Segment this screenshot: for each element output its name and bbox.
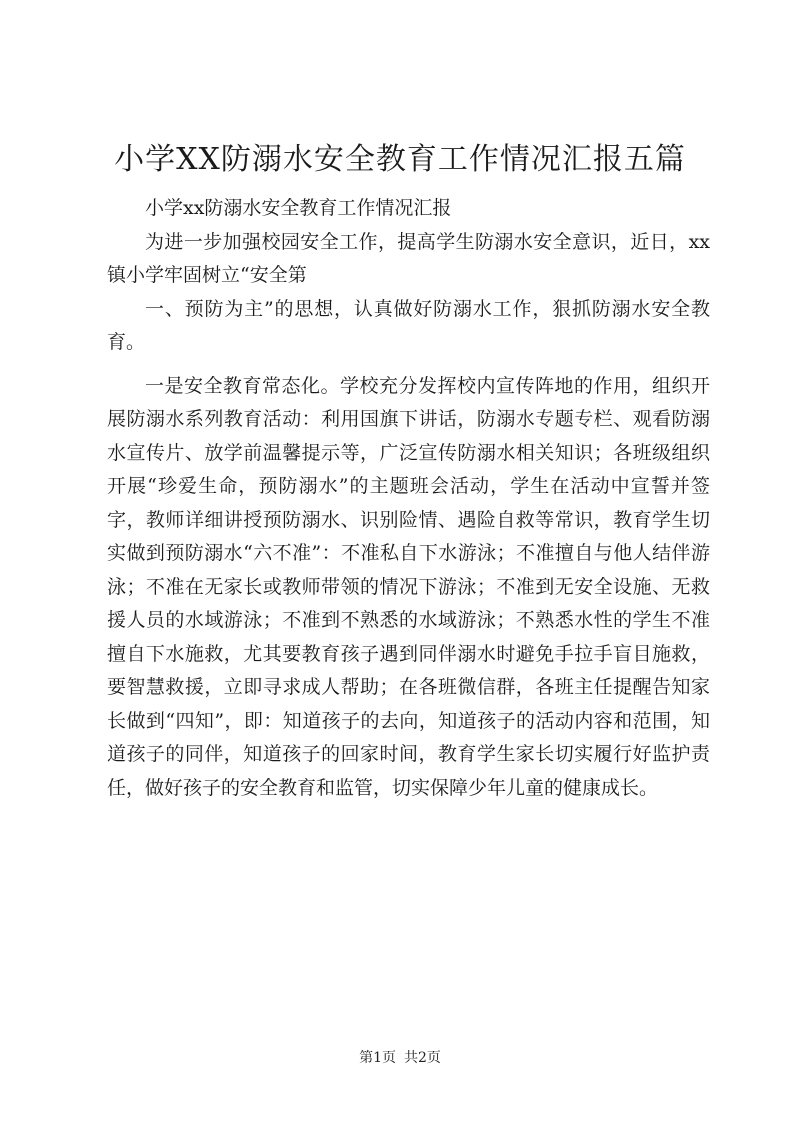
document-subtitle: 小学xx防溺水安全教育工作情况汇报 — [145, 197, 452, 219]
paragraph-gap — [107, 360, 710, 370]
paragraph-intro: 为进一步加强校园安全工作，提高学生防溺水安全意识，近日，xx镇小学牢固树立“安全第 — [107, 230, 710, 286]
document-body — [107, 192, 710, 805]
page-total: 共2页 — [404, 1050, 441, 1066]
page-number: 第1页 — [359, 1050, 396, 1066]
paragraph-principle: 一、预防为主”的思想，认真做好防溺水工作，狠抓防溺水安全教育。 — [107, 297, 710, 353]
page-footer — [0, 1048, 800, 1068]
document-title: 小学XX防溺水安全教育工作情况汇报五篇 — [114, 142, 686, 177]
paragraph-safety-education: 一是安全教育常态化。学校充分发挥校内宣传阵地的作用，组织开展防溺水系列教育活动：利用国旗下讲话，防溺水专题专栏、观看防溺水宣传片、放学前温馨提示等，广泛宣传防溺水相关知识；各班级组织开展“珍爱生命，预防溺水”的主题班会活动，学生在活动中宣誓并签字，教师详细讲授预防溺水、识别险情、遇险自救等常识，教育学生切实做到预防溺水“六不准”：不准私自下水游泳；不准擅自与他人结伴游泳；不准在无家长或教师带领的情况下游泳；不准到无安全设施、无救援人员的水域游泳；不准到不熟悉的水域游泳；不熟悉水性的学生不准擅自下水施救，尤其要教育孩子遇到同伴溺水时避免手拉手盲目施救，要智慧救援，立即寻求成人帮助；在各班微信群，各班主任提醒告知家长做到“四知”，即：知道孩子的去向，知道孩子的活动内容和范围，知道孩子的同伴，知道孩子的回家时间，教育学生家长切实履行好监护责任，做好孩子的安全教育和监管，切实保障少年儿童的健康成长。 — [107, 374, 710, 799]
